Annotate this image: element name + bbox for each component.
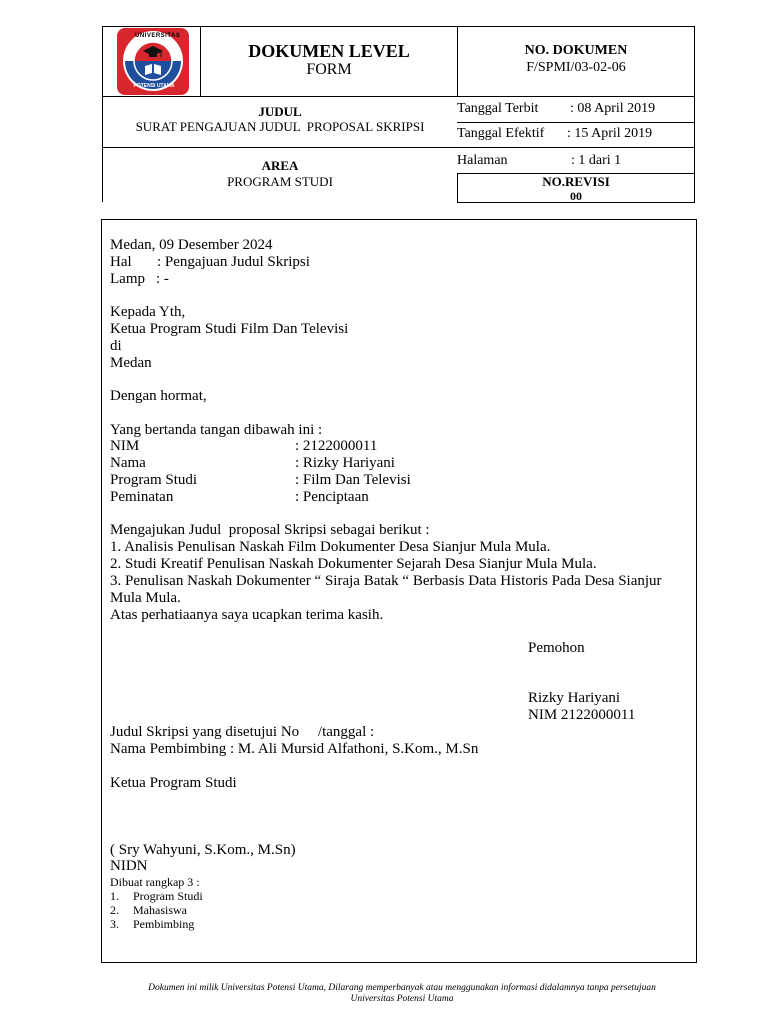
halaman-label: Halaman: [457, 153, 508, 168]
university-logo: [115, 27, 191, 97]
field-value-nama: : Rizky Hariyani: [295, 455, 395, 471]
proposal-item-2: 2. Studi Kreatif Penulisan Naskah Dokumenter Sejarah Desa Sianjur Mula Mula.: [110, 556, 597, 572]
intro-line: Yang bertanda tangan dibawah ini :: [110, 422, 323, 438]
pemohon-label: Pemohon: [528, 640, 585, 656]
copies-label: Dibuat rangkap 3 :: [110, 875, 200, 889]
pembimbing-line: Nama Pembimbing : M. Ali Mursid Alfathoni, S.Kom., M.Sn: [110, 741, 479, 757]
doc-no-value: F/SPMI/03-02-06: [526, 60, 626, 75]
recipient-line-2: Ketua Program Studi Film Dan Televisi: [110, 321, 349, 337]
letter-date: Medan, 09 Desember 2024: [110, 237, 273, 253]
tanggal-terbit-value: : 08 April 2019: [570, 101, 656, 116]
recipient-line-4: Medan: [110, 355, 152, 371]
copy-text-3: Pembimbing: [133, 917, 195, 931]
judul-value: SURAT PENGAJUAN JUDUL PROPOSAL SKRIPSI: [135, 119, 425, 134]
area-value: PROGRAM STUDI: [227, 174, 333, 189]
judul-label: JUDUL: [258, 104, 302, 119]
area-label: AREA: [261, 158, 299, 173]
proposal-item-3: 3. Penulisan Naskah Dokumenter “ Siraja Batak “ Berbasis Data Historis Pada Desa Sianjur: [110, 573, 662, 589]
field-value-peminatan: : Penciptaan: [295, 489, 369, 505]
greeting: Dengan hormat,: [110, 388, 207, 404]
logo-ring-text-top: UNIVERSITAS: [135, 33, 181, 39]
proposal-intro: Mengajukan Judul proposal Skripsi sebagai berikut :: [110, 522, 430, 538]
lamp-value: : -: [156, 271, 169, 287]
hal-label: Hal: [110, 254, 132, 270]
field-label-prodi: Program Studi: [110, 472, 198, 488]
closing-line: Atas perhatiaanya saya ucapkan terima kasih.: [110, 607, 384, 623]
field-label-peminatan: Peminatan: [110, 489, 174, 505]
recipient-line-3: di: [110, 338, 122, 354]
field-value-prodi: : Film Dan Televisi: [295, 472, 411, 488]
copy-text-1: Program Studi: [133, 889, 203, 903]
footer-line-1: Dokumen ini milik Universitas Potensi Utama, Dilarang memperbanyak atau menggunakan informasi didalamnya tanpa persetujuan: [148, 983, 656, 993]
copy-num-2: 2.: [110, 903, 119, 917]
revisi-label: NO.REVISI: [542, 174, 610, 189]
approved-line: Judul Skripsi yang disetujui No /tanggal :: [110, 724, 375, 740]
tanggal-efektif-label: Tanggal Efektif: [457, 126, 545, 141]
nidn-label: NIDN: [110, 858, 148, 874]
copy-text-2: Mahasiswa: [133, 903, 187, 917]
doc-no-label: NO. DOKUMEN: [524, 43, 628, 58]
field-label-nim: NIM: [110, 438, 140, 454]
pemohon-nim: NIM 2122000011: [528, 707, 636, 723]
field-label-nama: Nama: [110, 455, 146, 471]
recipient-line-1: Kepada Yth,: [110, 304, 186, 320]
copy-num-3: 3.: [110, 917, 119, 931]
halaman-value: : 1 dari 1: [571, 153, 622, 168]
revisi-value: 00: [570, 189, 582, 203]
tanggal-efektif-value: : 15 April 2019: [567, 126, 653, 141]
field-value-nim: : 2122000011: [295, 438, 378, 454]
level-subtitle: FORM: [306, 61, 352, 78]
footer-line-2: Universitas Potensi Utama: [350, 994, 454, 1004]
pemohon-name: Rizky Hariyani: [528, 690, 621, 706]
copy-num-1: 1.: [110, 889, 119, 903]
tanggal-terbit-label: Tanggal Terbit: [457, 101, 539, 116]
proposal-item-1: 1. Analisis Penulisan Naskah Film Dokumenter Desa Sianjur Mula Mula.: [110, 539, 551, 555]
lamp-label: Lamp: [110, 271, 145, 287]
level-title: DOKUMEN LEVEL: [248, 41, 410, 61]
proposal-item-3-cont: Mula Mula.: [110, 590, 181, 606]
kaprodi-label: Ketua Program Studi: [110, 775, 237, 791]
logo-ring-text-bottom: POTENSI UTAMA: [133, 83, 175, 89]
kaprodi-name: ( Sry Wahyuni, S.Kom., M.Sn): [110, 842, 296, 858]
hal-value: : Pengajuan Judul Skripsi: [157, 254, 310, 270]
